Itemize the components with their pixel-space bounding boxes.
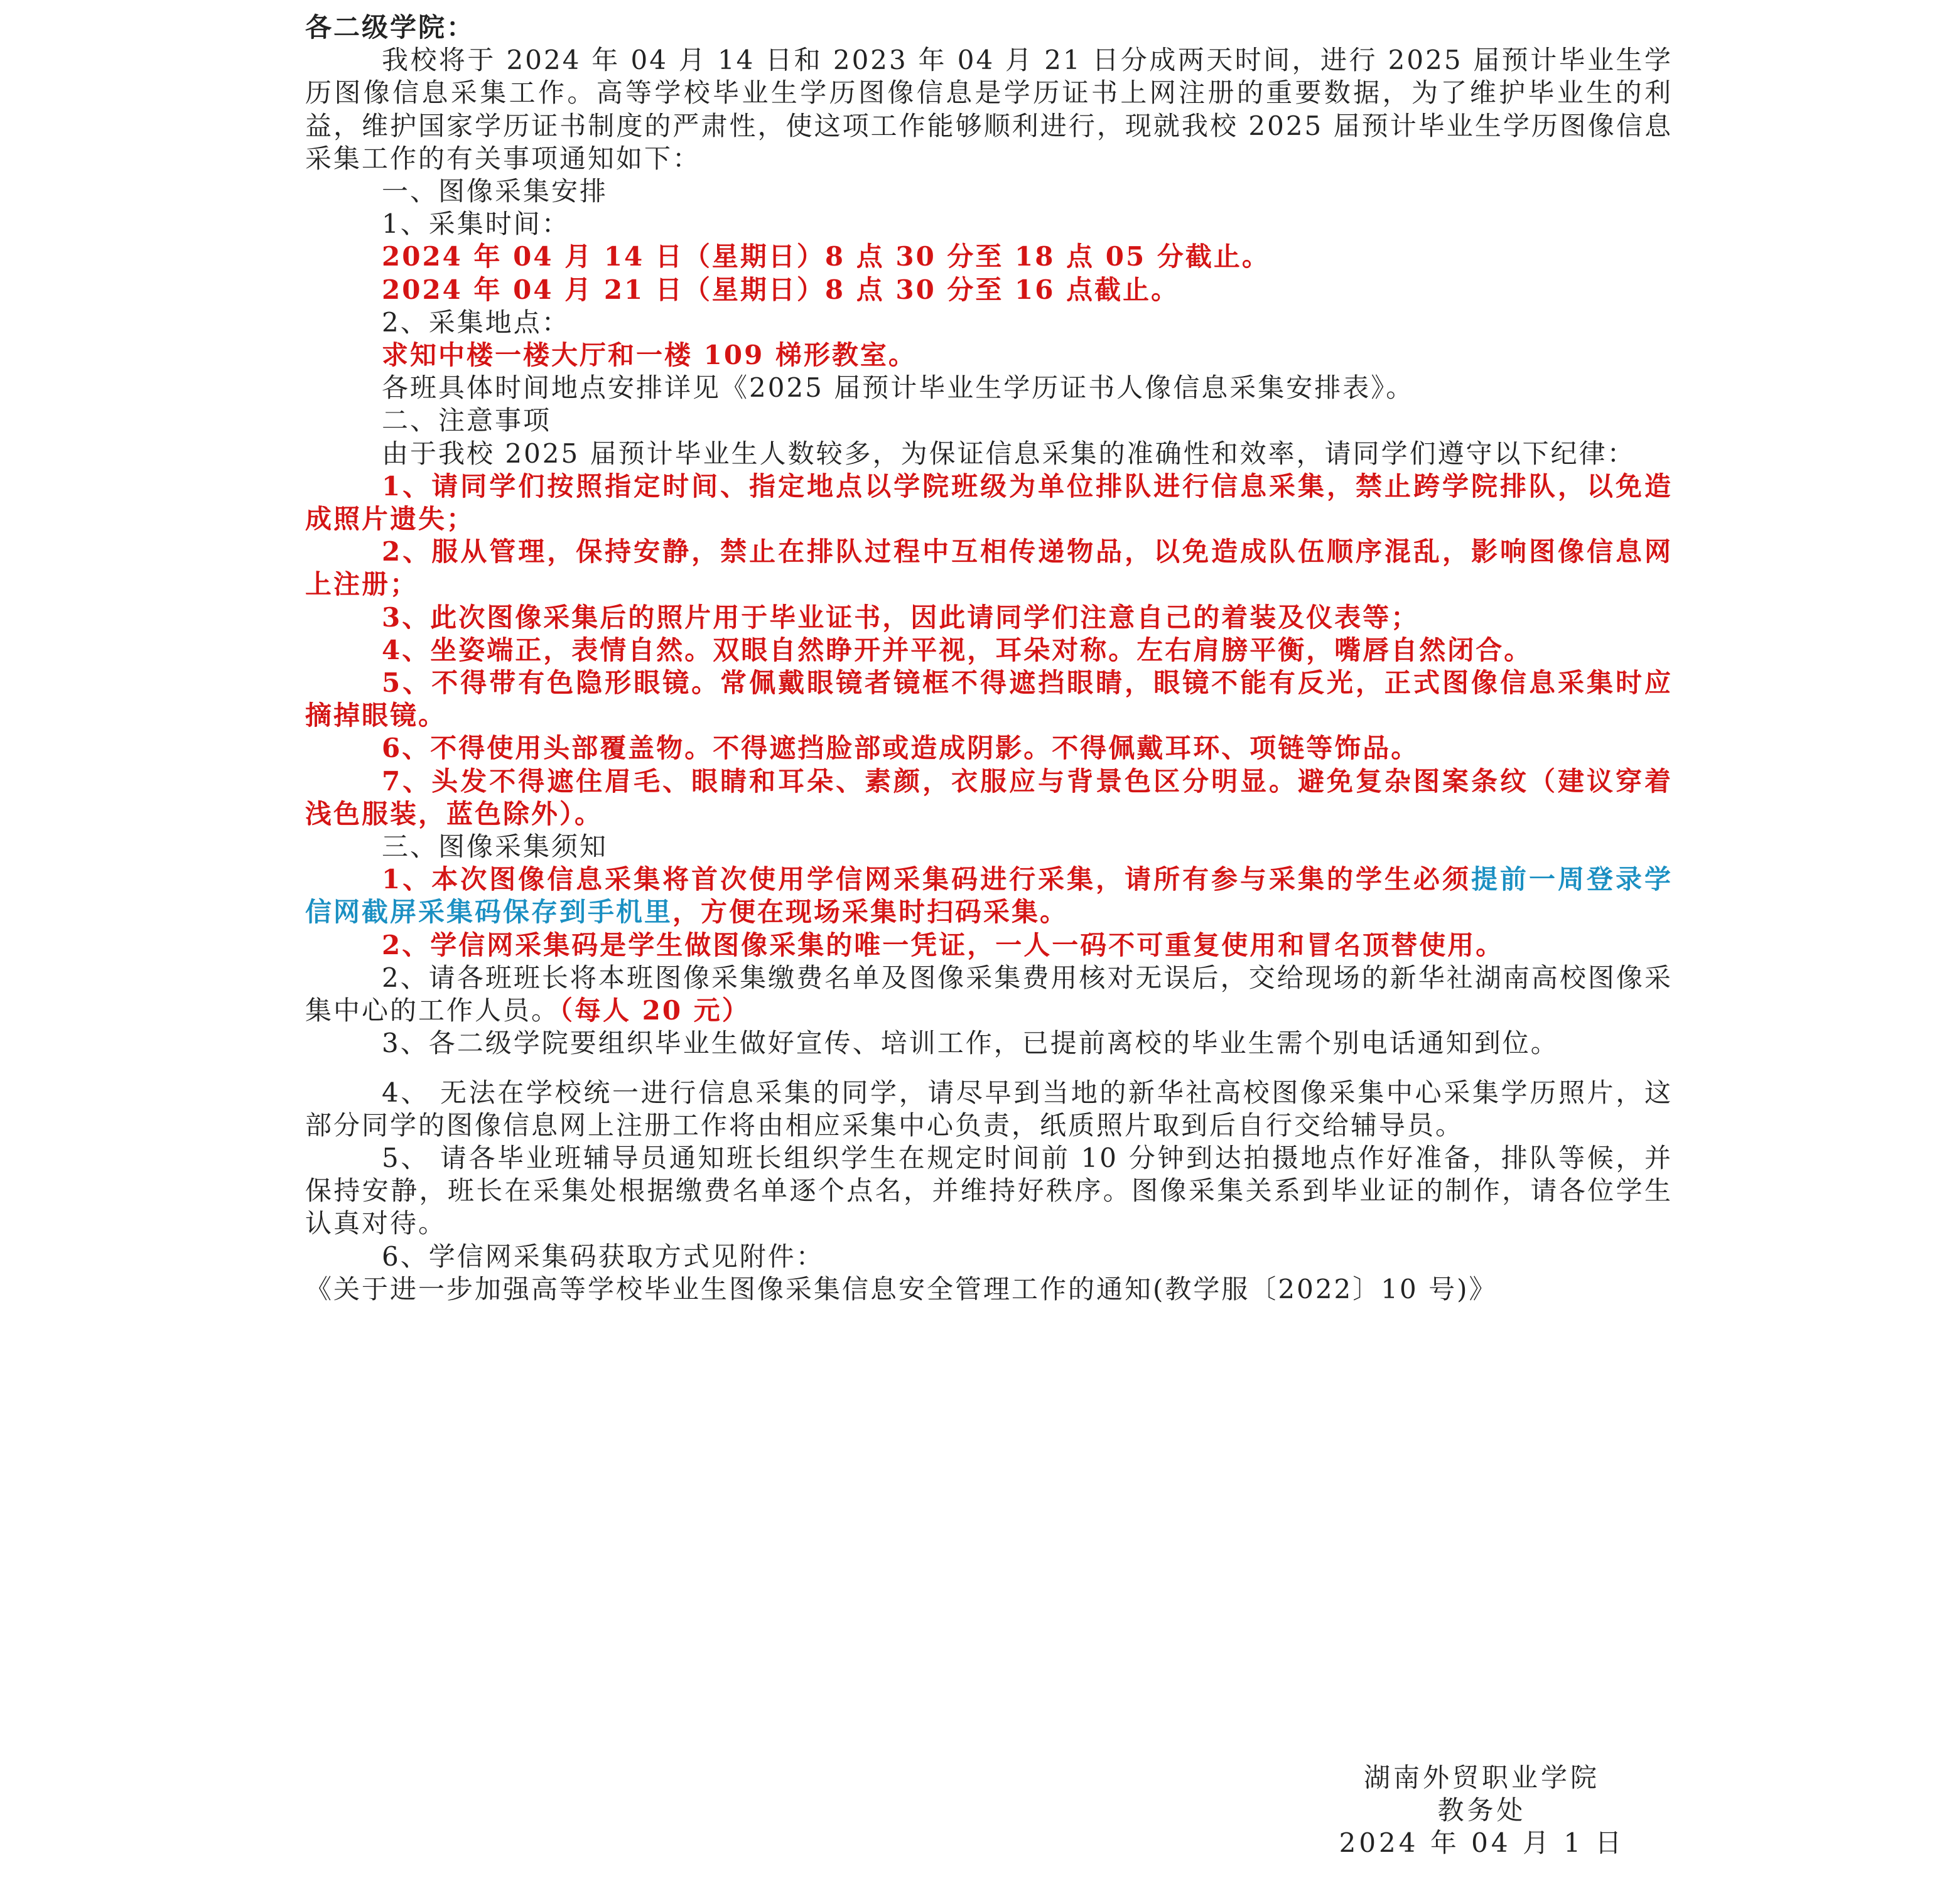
rule-item: 1、请同学们按照指定时间、指定地点以学院班级为单位排队进行信息采集，禁止跨学院排队，以免造成照片遗失；	[305, 470, 1673, 535]
notice-body	[305, 11, 1673, 1306]
section1-heading: 一、图像采集安排	[382, 176, 608, 207]
section3-item3	[305, 962, 1673, 1027]
paragraph-gap	[305, 1060, 1673, 1077]
schedule-note: 各班具体时间地点安排详见《2025 届预计毕业生学历证书人像信息采集安排表》。	[382, 372, 1415, 404]
fee-note: （每人 20 元）	[559, 995, 750, 1026]
signature-date: 2024 年 04 月 1 日	[1339, 1827, 1625, 1858]
signature-block	[1281, 1761, 1683, 1859]
section3-item6: 5、 请各毕业班辅导员通知班长组织学生在规定时间前 10 分钟到达拍摄地点作好准备，排队等候，并保持安静，班长在采集处根据缴费名单逐个点名，并维持好秩序。图像采集关系到毕业证的制作，请各位学生认真对待。	[305, 1142, 1673, 1239]
section3-item5: 4、 无法在学校统一进行信息采集的同学，请尽早到当地的新华社高校图像采集中心采集学历照片，这部分同学的图像信息网上注册工作将由相应采集中心负责，纸质照片取到后自行交给辅导员。	[305, 1077, 1673, 1141]
rule-item: 2、服从管理，保持安静，禁止在排队过程中互相传递物品，以免造成队伍顺序混乱，影响图像信息网上注册；	[305, 536, 1673, 600]
collection-time-day1: 2024 年 04 月 14 日（星期日）8 点 30 分至 18 点 05 分截止。	[382, 241, 1270, 272]
salutation: 各二级学院：	[305, 12, 475, 43]
section3-item1-highlight: 提前一周登录学信网截屏采集码保存到手机里	[305, 864, 1673, 928]
rule-item: 4、坐姿端正，表情自然。双眼自然睁开并平视，耳朵对称。左右肩膀平衡，嘴唇自然闭合。	[382, 634, 1533, 665]
collection-time-day2: 2024 年 04 月 21 日（星期日）8 点 30 分至 16 点截止。	[382, 274, 1180, 305]
rule-item: 5、不得带有色隐形眼镜。常佩戴眼镜者镜框不得遮挡眼睛，眼镜不能有反光，正式图像信息采集时应摘掉眼镜。	[305, 667, 1673, 731]
attachment-title: 《关于进一步加强高等学校毕业生图像采集信息安全管理工作的通知(教学服〔2022〕10 号)》	[305, 1273, 1498, 1304]
section3-item4: 3、各二级学院要组织毕业生做好宣传、培训工作，已提前离校的毕业生需个别电话通知到位。	[382, 1028, 1559, 1059]
rule-item: 3、此次图像采集后的照片用于毕业证书，因此请同学们注意自己的着装及仪表等；	[382, 601, 1420, 633]
section3-item3-text: 2、请各班班长将本班图像采集缴费名单及图像采集费用核对无误后，交给现场的新华社湖南高校图像采集中心的工作人员。	[305, 962, 1673, 1026]
section2-intro: 由于我校 2025 届预计毕业生人数较多，为保证信息采集的准确性和效率，请同学们遵守以下纪律：	[382, 438, 1636, 469]
section2-heading: 二、注意事项	[382, 405, 552, 436]
signature-org: 湖南外贸职业学院	[1363, 1762, 1600, 1793]
rule-item: 7、头发不得遮住眉毛、眼睛和耳朵、素颜，衣服应与背景色区分明显。避免复杂图案条纹（建议穿着浅色服装，蓝色除外）。	[305, 765, 1673, 829]
section3-item1-part2: ，方便在现场采集时扫码采集。	[672, 896, 1069, 928]
section3-item1-part1: 1、本次图像信息采集将首次使用学信网采集码进行采集，请所有参与采集的学生必须	[382, 864, 1472, 895]
section3-item2: 2、学信网采集码是学生做图像采集的唯一凭证，一人一码不可重复使用和冒名顶替使用。	[382, 929, 1504, 960]
collection-time-label: 1、采集时间：	[382, 208, 570, 240]
rule-item: 6、不得使用头部覆盖物。不得遮挡脸部或造成阴影。不得佩戴耳环、项链等饰品。	[382, 733, 1420, 764]
section3-heading: 三、图像采集须知	[382, 831, 608, 863]
signature-dept: 教务处	[1437, 1795, 1526, 1826]
collection-place-value: 求知中楼一楼大厅和一楼 109 梯形教室。	[382, 340, 917, 371]
intro-paragraph: 我校将于 2024 年 04 月 14 日和 2023 年 04 月 21 日分成两天时间，进行 2025 届预计毕业生学历图像信息采集工作。高等学校毕业生学历图像信息是学历证书上网注册的重要数据，为了维护毕业生的利益，维护国家学历证书制度的严肃性，使这项工作能够顺利进行，现就我校 2025 届预计毕业生学历图像信息采集工作的有关事项通知如下：	[305, 45, 1673, 174]
section3-item7: 6、学信网采集码获取方式见附件：	[382, 1240, 824, 1272]
collection-place-label: 2、采集地点：	[382, 306, 570, 338]
section3-item1	[305, 863, 1673, 928]
